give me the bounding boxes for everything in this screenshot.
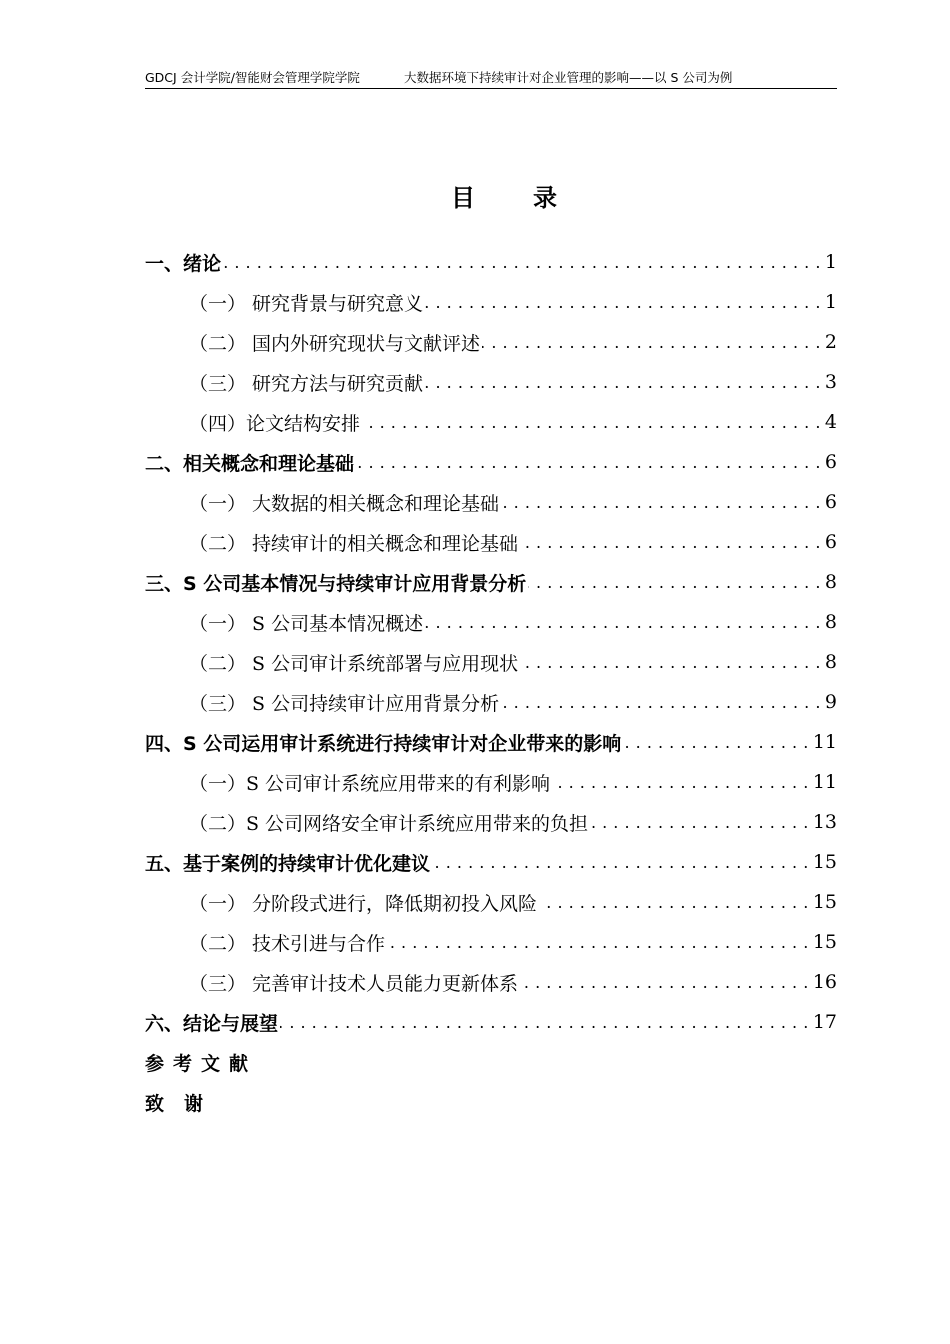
toc-entry-label: 六、结论与展望 bbox=[145, 1012, 279, 1035]
toc-entry-label: （二） 国内外研究现状与文献评述 bbox=[189, 332, 481, 355]
toc-entry[interactable] bbox=[145, 762, 837, 802]
toc-entry-page: 6 bbox=[824, 451, 837, 473]
dot-leader bbox=[520, 970, 809, 994]
toc-entry-label: 四、S 公司运用审计系统进行持续审计对企业带来的影响 bbox=[145, 732, 622, 755]
toc-entry-page: 11 bbox=[812, 771, 837, 793]
dot-leader bbox=[501, 490, 821, 514]
dot-leader bbox=[520, 650, 821, 674]
dot-leader bbox=[356, 450, 821, 474]
toc-entry-label: （一） 分阶段式进行，降低期初投入风险 bbox=[189, 892, 538, 915]
toc-entry-page: 8 bbox=[824, 571, 837, 593]
toc-entry-label: （三） 研究方法与研究贡献 bbox=[189, 372, 424, 395]
toc-entry-page: 15 bbox=[812, 851, 837, 873]
running-header bbox=[145, 66, 837, 89]
toc-entry-label: （二）S 公司网络安全审计系统应用带来的负担 bbox=[189, 812, 589, 835]
toc-entry-page: 1 bbox=[824, 251, 837, 273]
dot-leader bbox=[501, 690, 821, 714]
toc-entry[interactable] bbox=[145, 842, 837, 882]
dot-leader bbox=[425, 370, 821, 394]
toc-entry-label: 五、基于案例的持续审计优化建议 bbox=[145, 852, 431, 875]
toc-entry[interactable] bbox=[145, 562, 837, 602]
toc-entry-page: 15 bbox=[812, 891, 837, 913]
toc-entry[interactable] bbox=[145, 402, 837, 442]
toc-entry-label: （一） 大数据的相关概念和理论基础 bbox=[189, 492, 500, 515]
toc-entry[interactable] bbox=[145, 722, 837, 762]
dot-leader bbox=[432, 850, 809, 874]
dot-leader bbox=[387, 930, 809, 954]
toc-entry[interactable] bbox=[145, 362, 837, 402]
toc-entry-page: 9 bbox=[824, 691, 837, 713]
toc-entry-page: 8 bbox=[824, 611, 837, 633]
toc-entry-label: 二、相关概念和理论基础 bbox=[145, 452, 355, 475]
toc-entry[interactable] bbox=[145, 522, 837, 562]
header-thesis-title: 大数据环境下持续审计对企业管理的影响——以 S 公司为例 bbox=[404, 70, 733, 85]
dot-leader bbox=[362, 410, 821, 434]
toc-entry[interactable] bbox=[145, 682, 837, 722]
dot-leader bbox=[552, 770, 809, 794]
toc-entry-label: （三） S 公司持续审计应用背景分析 bbox=[189, 692, 500, 715]
table-of-contents bbox=[145, 242, 837, 1122]
toc-entry[interactable] bbox=[145, 882, 837, 922]
toc-entry[interactable] bbox=[145, 962, 837, 1002]
toc-entry-page: 3 bbox=[824, 371, 837, 393]
toc-entry[interactable] bbox=[145, 242, 837, 282]
toc-entry[interactable] bbox=[145, 322, 837, 362]
toc-references[interactable] bbox=[145, 1042, 837, 1082]
dot-leader bbox=[528, 570, 821, 594]
toc-entry-page: 16 bbox=[812, 971, 837, 993]
toc-entry[interactable] bbox=[145, 1002, 837, 1042]
toc-entry[interactable] bbox=[145, 642, 837, 682]
toc-entry[interactable] bbox=[145, 602, 837, 642]
dot-leader bbox=[280, 1010, 809, 1034]
dot-leader bbox=[425, 290, 821, 314]
toc-entry[interactable] bbox=[145, 442, 837, 482]
dot-leader bbox=[425, 610, 821, 634]
dot-leader bbox=[539, 890, 809, 914]
toc-entry-label: （二） 持续审计的相关概念和理论基础 bbox=[189, 532, 519, 555]
toc-entry-page: 8 bbox=[824, 651, 837, 673]
toc-entry-page: 13 bbox=[812, 811, 837, 833]
toc-entry-label: 三、S 公司基本情况与持续审计应用背景分析 bbox=[145, 572, 527, 595]
toc-entry-label: （二） 技术引进与合作 bbox=[189, 932, 386, 955]
dot-leader bbox=[520, 530, 821, 554]
toc-entry-label: （一） S 公司基本情况概述 bbox=[189, 612, 424, 635]
toc-entry-label: （四）论文结构安排 bbox=[189, 412, 361, 435]
toc-entry-page: 6 bbox=[824, 491, 837, 513]
toc-entry-label: （一） 研究背景与研究意义 bbox=[189, 292, 424, 315]
toc-entry-page: 4 bbox=[824, 411, 837, 433]
dot-leader bbox=[590, 810, 809, 834]
toc-entry-label: （三） 完善审计技术人员能力更新体系 bbox=[189, 972, 519, 995]
toc-entry-page: 1 bbox=[824, 291, 837, 313]
toc-entry-label: 一、绪论 bbox=[145, 252, 222, 275]
toc-entry-label: （一）S 公司审计系统应用带来的有利影响 bbox=[189, 772, 551, 795]
toc-entry-page: 6 bbox=[824, 531, 837, 553]
toc-entry[interactable] bbox=[145, 282, 837, 322]
toc-entry-label: （二） S 公司审计系统部署与应用现状 bbox=[189, 652, 519, 675]
toc-acknowledgement[interactable] bbox=[145, 1082, 837, 1122]
dot-leader bbox=[482, 330, 821, 354]
dot-leader bbox=[223, 250, 821, 274]
toc-entry-page: 2 bbox=[824, 331, 837, 353]
acknowledgement-label: 致谢 bbox=[145, 1092, 224, 1115]
toc-entry-page: 15 bbox=[812, 931, 837, 953]
toc-entry[interactable] bbox=[145, 802, 837, 842]
dot-leader bbox=[623, 730, 809, 754]
toc-entry-page: 17 bbox=[812, 1011, 837, 1033]
toc-entry[interactable] bbox=[145, 922, 837, 962]
references-label: 参考文献 bbox=[145, 1052, 258, 1075]
toc-title: 目录 bbox=[451, 184, 615, 212]
toc-entry[interactable] bbox=[145, 482, 837, 522]
toc-entry-page: 11 bbox=[812, 731, 837, 753]
header-institution: GDCJ 会计学院/智能财会管理学院学院 bbox=[145, 70, 360, 85]
